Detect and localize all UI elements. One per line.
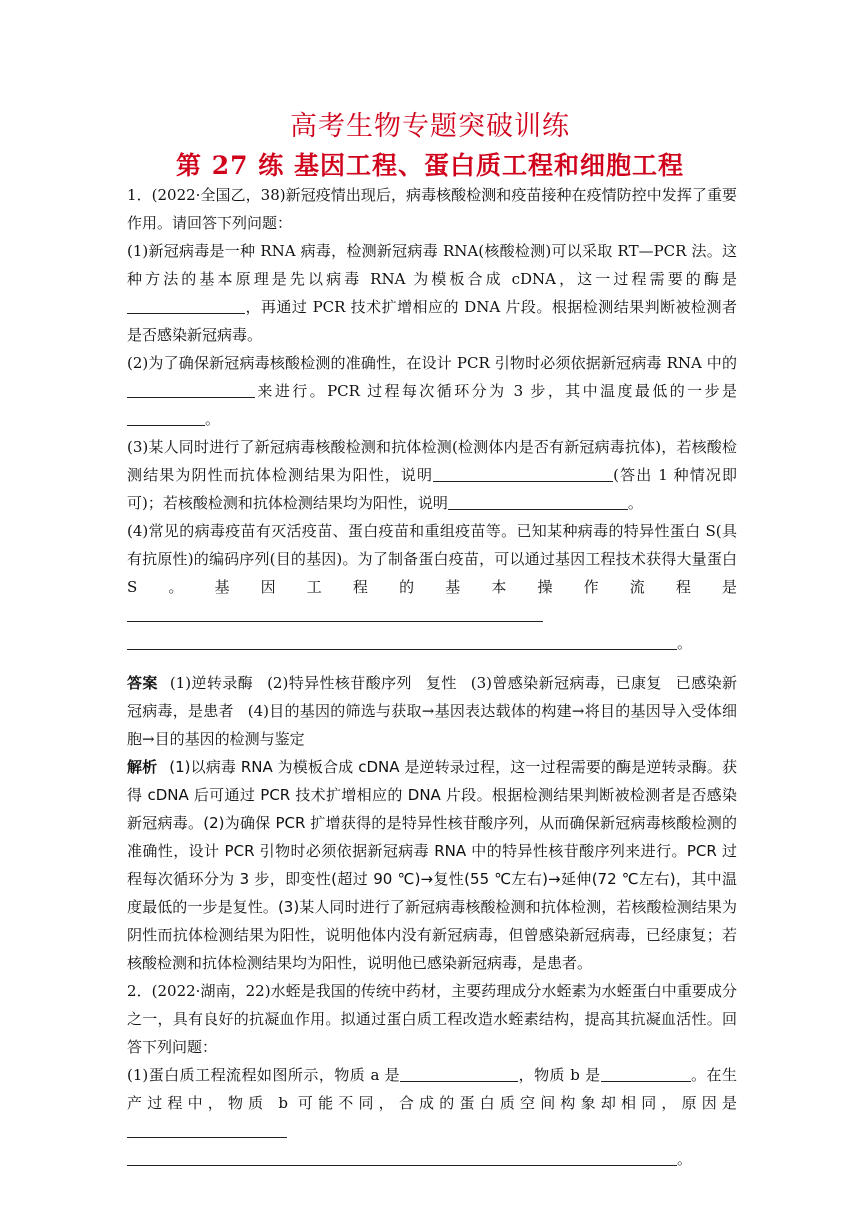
question-1-part-2: (2)为了确保新冠病毒核酸检测的准确性，在设计 PCR 引物时必须依据新冠病毒 RNA 中的来进行。PCR 过程每次循环分为 3 步，其中温度最低的一步是。 [127, 354, 737, 428]
answer-blank[interactable] [601, 1063, 691, 1082]
answer-blank[interactable] [127, 631, 677, 650]
answer-blank[interactable] [127, 1147, 677, 1166]
question-2-part-1: (1)蛋白质工程流程如图所示，物质 a 是 ，物质 b 是 。在生产过程中，物质 b 可能不同，合成的蛋白质空间构象却相同，原因是 [127, 1061, 737, 1145]
page-title: 高考生物专题突破训练 [290, 111, 570, 142]
content-body [127, 181, 737, 1173]
answer-blank[interactable] [127, 407, 205, 426]
answer-blank[interactable] [400, 1063, 518, 1082]
question-1-part-4: (4)常见的病毒疫苗有灭活疫苗、蛋白疫苗和重组疫苗等。已知某种病毒的特异性蛋白 S(具有抗原性)的编码序列(目的基因)。为了制备蛋白疫苗，可以通过基因工程技术获得大量蛋白 S。基因工程的基本操作流程是 [127, 517, 737, 629]
answer-blank[interactable] [127, 379, 255, 398]
question-1-stem: 1．(2022·全国乙，38)新冠疫情出现后，病毒核酸检测和疫苗接种在疫情防控中发挥了重要作用。请回答下列问题： [127, 186, 737, 232]
analysis-label: 解析 [127, 758, 158, 776]
answer-1: 答案 (1)逆转录酶 (2)特异性核苷酸序列 复性 (3)曾感染新冠病毒，已康复 已感染新冠病毒，是患者 (4)目的基因的筛选与获取→基因表达载体的构建→将目的基因导入受体细胞→目的基因的检测与鉴定 [127, 674, 737, 748]
question-1-part-3: (3)某人同时进行了新冠病毒核酸检测和抗体检测(检测体内是否有新冠病毒抗体)，若核酸检测结果为阴性而抗体检测结果为阳性，说明 (答出 1 种情况即可)；若核酸检测和抗体检测结果均为阳性，说明 。 [127, 438, 737, 512]
answer-label: 答案 [127, 674, 158, 692]
answer-blank[interactable] [448, 491, 628, 510]
answer-blank[interactable] [127, 1119, 287, 1138]
question-2-part-1-line: 。 [127, 1145, 737, 1173]
answer-blank[interactable] [127, 603, 543, 622]
question-1-part-4-line: 。 [127, 629, 737, 657]
question-2-stem: 2．(2022·湖南，22)水蛭是我国的传统中药材，主要药理成分水蛭素为水蛭蛋白中重要成分之一，具有良好的抗凝血作用。拟通过蛋白质工程改造水蛭素结构，提高其抗凝血活性。回答下列问题： [127, 982, 737, 1056]
page-subtitle: 第 27 练 基因工程、蛋白质工程和细胞工程 [176, 151, 684, 180]
question-1-part-1: (1)新冠病毒是一种 RNA 病毒，检测新冠病毒 RNA(核酸检测)可以采取 RT—PCR 法。这种方法的基本原理是先以病毒 RNA 为模板合成 cDNA，这一过程需要的酶是，再通过 PCR 技术扩增相应的 DNA 片段。根据检测结果判断被检测者是否感染新冠病毒。 [127, 242, 737, 344]
answer-blank[interactable] [433, 463, 613, 482]
analysis-1: 解析 (1)以病毒 RNA 为模板合成 cDNA 是逆转录过程，这一过程需要的酶是逆转录酶。获得 cDNA 后可通过 PCR 技术扩增相应的 DNA 片段。根据检测结果判断被检测者是否感染新冠病毒。(2)为确保 PCR 扩增获得的是特异性核苷酸序列，从而确保新冠病毒核酸检测的准确性，设计 PCR 引物时必须依据新冠病毒 RNA 中的特异性核苷酸序列来进行。PCR 过程每次循环分为 3 步，即变性(超过 90 ℃)→复性(55 ℃左右)→延伸(72 ℃左右)，其中温度最低的一步是复性。(3)某人同时进行了新冠病毒核酸检测和抗体检测，若核酸检测结果为阴性而抗体检测结果为阳性，说明他体内没有新冠病毒，但曾感染新冠病毒，已经康复；若核酸检测和抗体检测结果均为阳性，说明他已感染新冠病毒，是患者。 [127, 758, 737, 972]
answer-blank[interactable] [127, 295, 245, 314]
